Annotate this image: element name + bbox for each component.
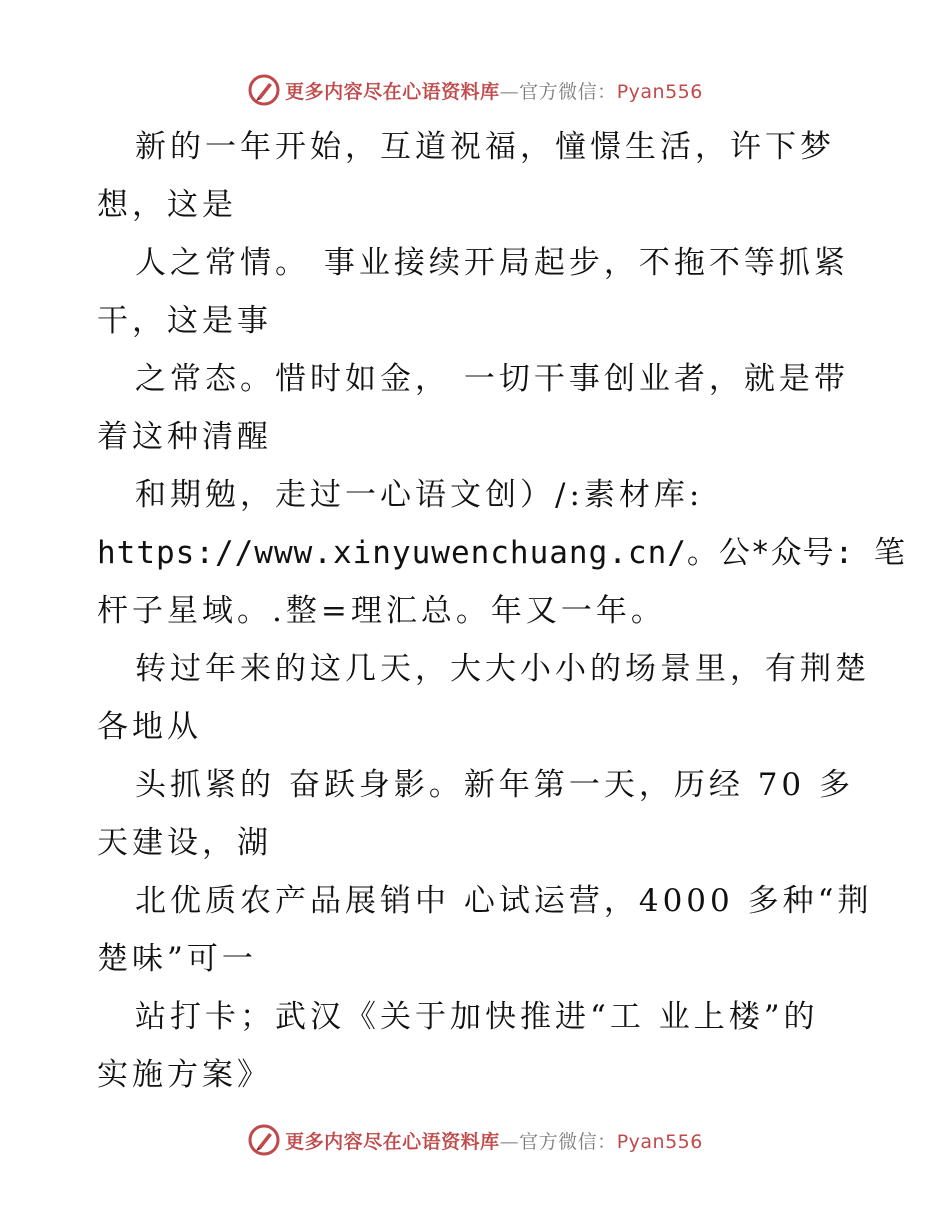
header-watermark-banner — [0, 70, 950, 110]
banner-wechat-label: 官方微信： — [519, 1130, 617, 1153]
text-line: 楚味”可一 — [97, 941, 257, 977]
text-line: 和期勉，走过一心语文创）/:素材库: — [135, 477, 704, 513]
text-line: 各地从 — [97, 709, 202, 745]
text-line: 之常态。惜时如金， 一切干事创业者，就是带 — [135, 361, 849, 397]
banner-wechat-id: Pyan556 — [616, 80, 703, 103]
banner-wechat-id: Pyan556 — [616, 1130, 703, 1153]
pen-circle-logo-icon — [247, 1123, 281, 1157]
banner-separator: — — [499, 1130, 520, 1153]
text-line: 杆子星域。.整=理汇总。年又一年。 — [97, 593, 666, 629]
banner-wechat-label: 官方微信： — [519, 80, 617, 103]
text-line: 想，这是 — [97, 187, 237, 223]
text-line: 站打卡；武汉《关于加快推进“工 业上楼”的 — [135, 999, 819, 1035]
text-line: 北优质农产品展销中 心试运营，4000 多种“荆 — [135, 883, 873, 919]
text-line: 人之常情。 事业接续开局起步，不拖不等抓紧 — [135, 245, 849, 281]
banner-separator: — — [499, 80, 520, 103]
text-line: 实施方案》 — [97, 1057, 272, 1093]
banner-main-text: 更多内容尽在心语资料库 — [285, 80, 500, 103]
text-line: 转过年来的这几天，大大小小的场景里，有荆楚 — [135, 651, 870, 687]
text-line: 干，这是事 — [97, 303, 272, 339]
banner-main-text: 更多内容尽在心语资料库 — [285, 1130, 500, 1153]
footer-watermark-banner — [0, 1120, 950, 1160]
text-line: 新的一年开始，互道祝福，憧憬生活，许下梦 — [135, 129, 835, 165]
pen-circle-logo-icon — [247, 73, 281, 107]
document-body — [97, 118, 906, 1104]
text-line: https://www.xinyuwenchuang.cn/。公*众号: 笔 — [97, 535, 906, 571]
text-line: 着这种清醒 — [97, 419, 272, 455]
text-line: 头抓紧的 奋跃身影。新年第一天，历经 70 多 — [135, 767, 855, 803]
text-line: 天建设，湖 — [97, 825, 272, 861]
